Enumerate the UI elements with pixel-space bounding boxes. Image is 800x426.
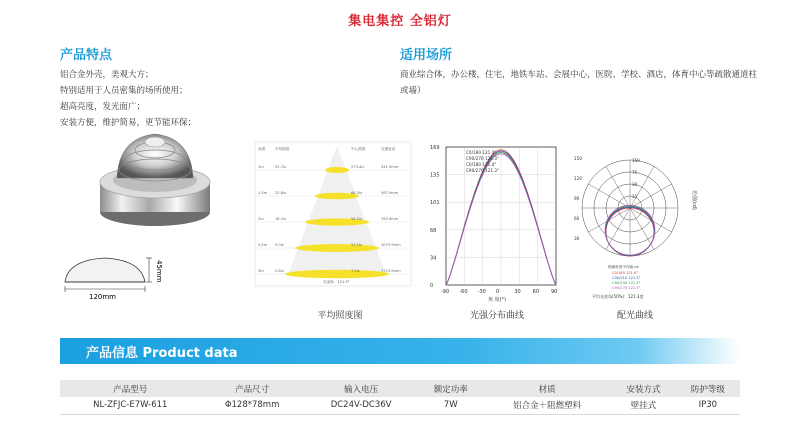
int-y-tick: 169: [430, 145, 440, 151]
int-x-tick: 90: [551, 289, 558, 295]
spec-ip: IP30: [676, 397, 740, 414]
int-x-tick: 30: [514, 289, 521, 295]
illum-header-avg: 平均照度: [275, 147, 290, 151]
illum-spot: [295, 244, 379, 252]
dimension-drawing: [55, 252, 175, 302]
int-x-tick: -30: [477, 289, 486, 295]
polar-angle-label: 60: [574, 216, 580, 221]
illum-header-center: 中心照度: [351, 147, 366, 151]
int-x-tick: -60: [459, 289, 468, 295]
product-data-banner: [60, 338, 740, 364]
illum-height: 3m: [258, 269, 264, 273]
intensity-caption: 光强分布曲线: [469, 311, 524, 321]
illum-height: 1m: [258, 165, 264, 169]
polar-ring-label: 75: [632, 170, 638, 175]
illum-footnote: 光束角：121.3°: [323, 280, 350, 284]
illum-center: 54.2lx: [351, 217, 363, 221]
polar-angle-label: 150: [574, 156, 582, 161]
polar-ring-label: 15: [632, 194, 638, 199]
feature-item: 特别适用于人员密集的场所使用；: [60, 86, 188, 96]
int-x-tick: 60: [532, 289, 540, 295]
polar-spoke: [588, 184, 630, 208]
intensity-legend-item: C0/180 121.4°: [466, 150, 497, 155]
int-y-tick: 135: [430, 172, 440, 179]
polar-legend-item: C90/270 121.3°: [612, 286, 641, 290]
illum-header-dia: 光斑直径: [381, 147, 396, 151]
illum-avg: 2.8lx: [275, 269, 284, 273]
spec-voltage: DC24V-DC36V: [304, 397, 419, 414]
spec-header-row: [60, 380, 740, 397]
illum-center: 273.4lx: [351, 165, 365, 169]
spec-header-voltage: 输入电压: [304, 380, 419, 397]
int-x-tick: 0: [496, 289, 500, 295]
features-heading: 产品特点: [60, 48, 113, 63]
product-photo: [95, 120, 235, 240]
polar-ring-label: 30: [632, 182, 638, 187]
int-y-tick: 34: [430, 255, 437, 262]
polar-angle-label: 30: [574, 236, 580, 241]
height-label: 45mm: [155, 260, 163, 283]
illum-dia: 783.9mm: [381, 217, 399, 221]
polar-spoke: [606, 166, 630, 208]
polar-spoke: [630, 208, 654, 250]
intensity-legend-item: C90/270 121.3°: [466, 168, 500, 173]
polar-axis-label: 光强(cd): [691, 190, 697, 210]
spec-value-row: [60, 397, 740, 414]
polar-angle-label: 90: [574, 196, 580, 201]
illum-spot: [325, 167, 349, 173]
spec-mounting: 壁挂式: [611, 397, 675, 414]
feature-item: 超高亮度，发光面广；: [60, 102, 146, 112]
spec-table: [60, 380, 740, 415]
illum-spot: [285, 270, 389, 278]
illum-avg: 91.7lx: [275, 165, 287, 169]
feature-item: 铝合金外壳，美观大方；: [60, 70, 154, 80]
polar-legend-head: 轴测角度平均值 cd: [608, 265, 639, 269]
illum-header-height: 高度: [258, 147, 266, 151]
width-label: 120mm: [89, 293, 116, 301]
banner-title: 产品信息 Product data: [86, 346, 238, 361]
illum-dia: 1713.9mm: [381, 269, 401, 273]
polar-legend-item: C0/180 121.4°: [612, 271, 639, 275]
feature-item: 安装方便，维护简易，更节能环保；: [60, 118, 197, 128]
illum-center: 27.1lx: [351, 243, 363, 247]
polar-legend-item: C30/210 121.3°: [612, 276, 641, 280]
spec-header-power: 额定功率: [419, 380, 483, 397]
polar-spoke: [606, 208, 630, 250]
polar-legend-item: C60/240 121.3°: [612, 281, 641, 285]
spec-header-model: 产品型号: [60, 380, 201, 397]
scene-heading: 适用场所: [400, 48, 453, 63]
illum-avg: 9.0lx: [275, 243, 284, 247]
intensity-legend-item: C0/180 121.4°: [466, 162, 497, 167]
intensity-chart: [428, 143, 563, 303]
scene-text: 商业综合体，办公楼，住宅，地铁车站、会展中心，医院、学校、酒店，体育中心等疏散通道柱或墙）: [400, 70, 758, 96]
illum-avg: 22.8lx: [275, 191, 287, 195]
illum-center: 66.3lx: [351, 191, 363, 195]
polar-caption: 配光曲线: [616, 311, 653, 321]
spec-power: 7W: [419, 397, 483, 414]
illuminance-diagram: [253, 140, 413, 290]
illum-height: 2.5m: [258, 243, 268, 247]
spec-size: Φ128*78mm: [201, 397, 304, 414]
illum-dia: 567.9mm: [381, 191, 399, 195]
intensity-legend-item: C90/270 121.3°: [466, 156, 500, 161]
illum-avg: 18.1lx: [275, 217, 287, 221]
illum-dia: 341.9mm: [381, 165, 399, 169]
polar-ring-label: 150: [632, 158, 640, 163]
illum-height: 2m: [258, 217, 264, 221]
int-y-tick: 68: [430, 227, 437, 234]
illum-height: 1.5m: [258, 191, 268, 195]
spec-model: NL-ZFJC-E7W-611: [60, 397, 201, 414]
illum-center: 7.2lx: [351, 269, 360, 273]
spec-material: 铝合金＋阻燃塑料: [483, 397, 612, 414]
illum-dia: 1075.9mm: [381, 243, 401, 247]
intensity-x-label: 角 度(°): [488, 297, 506, 303]
polar-beam-note: 平均光束角(50%)：121.3度: [592, 294, 644, 299]
polar-chart: [572, 150, 707, 300]
spec-header-ip: 防护等级: [676, 380, 740, 397]
spec-header-material: 材质: [483, 380, 612, 397]
spec-header-size: 产品尺寸: [201, 380, 304, 397]
polar-angle-label: 120: [574, 176, 582, 181]
page-title: 集电集控 全铝灯: [348, 14, 452, 29]
illuminance-caption: 平均照度图: [317, 311, 363, 321]
int-y-tick: 101: [430, 200, 440, 207]
int-y-tick: 0: [430, 283, 434, 289]
int-x-tick: -90: [441, 289, 450, 295]
spec-header-mounting: 安装方式: [611, 380, 675, 397]
